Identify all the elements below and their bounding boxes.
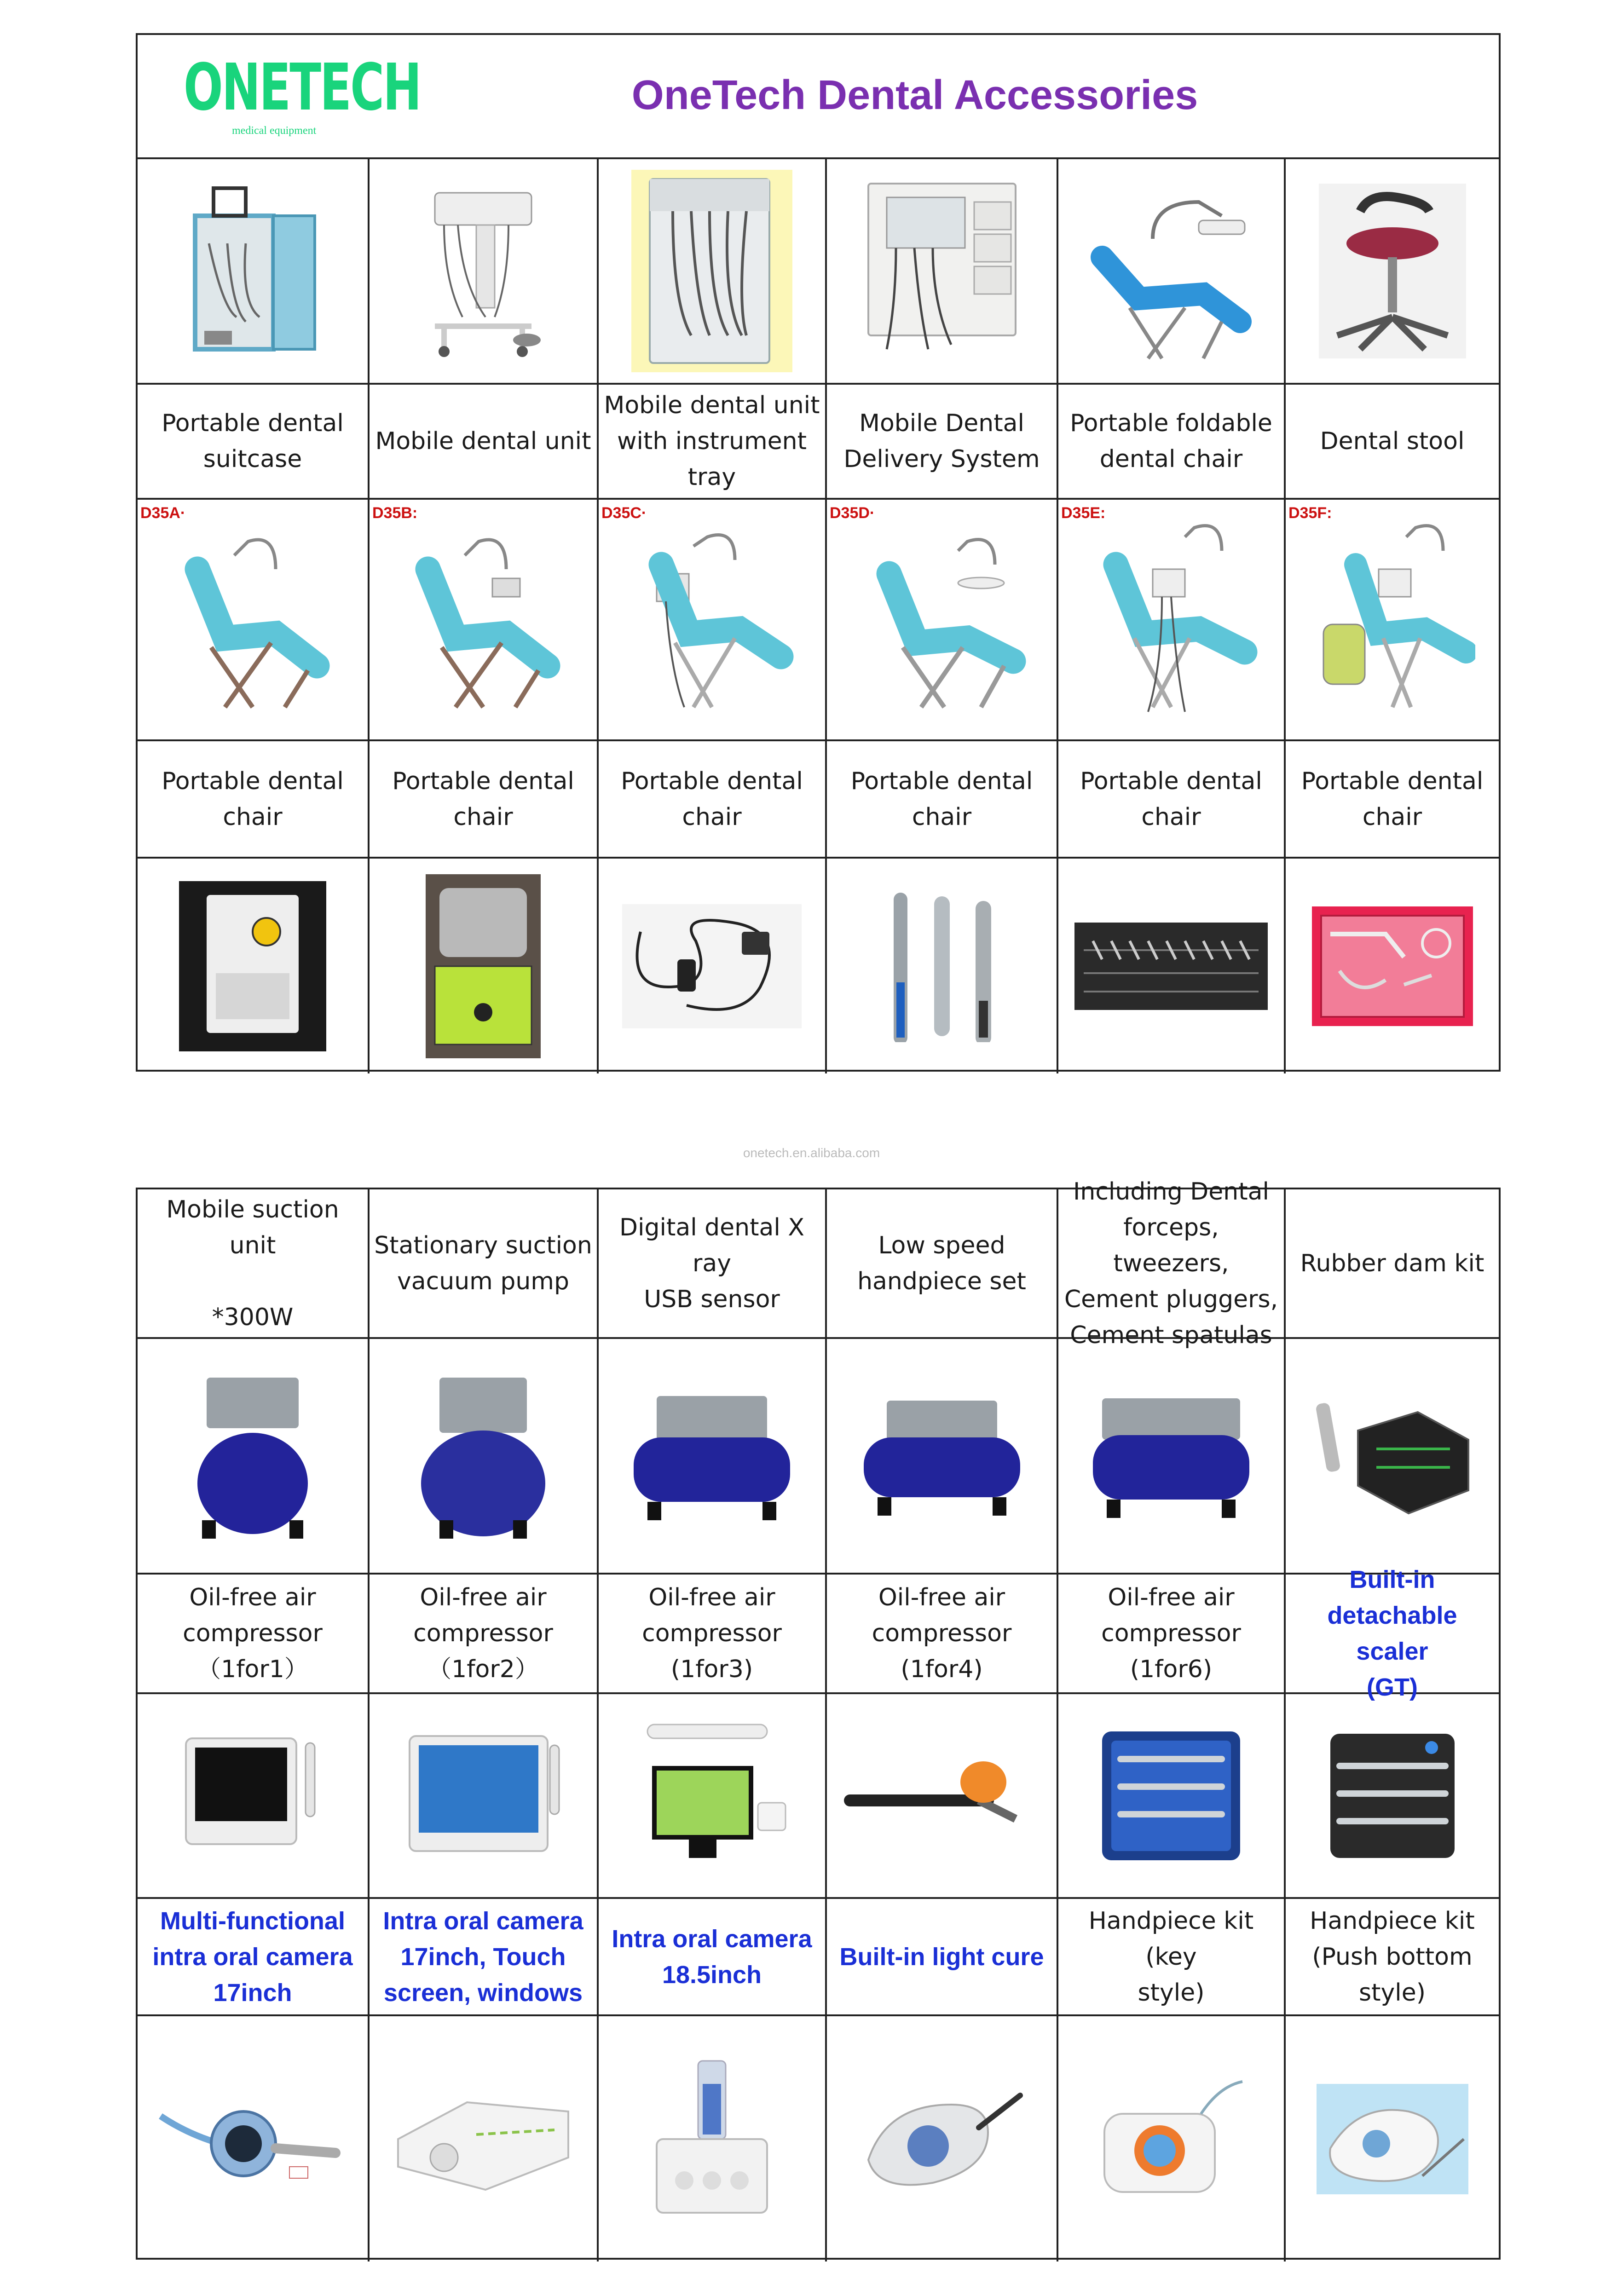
product-image-cell: [370, 159, 599, 383]
mobile-dental-unit-tray-photo: [631, 170, 792, 372]
portable-dental-chair-photo: [629, 519, 795, 721]
product-image-cell: [1286, 1694, 1499, 1897]
product-image-cell: [1058, 1694, 1286, 1897]
product-label: Mobile dental unit: [375, 427, 591, 455]
handpiece-kit-key-photo: [1097, 1727, 1245, 1865]
product-label: Portable dental chair: [1301, 767, 1484, 831]
product-label: Oil-free air compressor （1for2）: [413, 1584, 553, 1683]
product-label-cell: [1058, 1177, 1286, 1349]
product-label: Oil-free air compressor (1for4): [872, 1584, 1012, 1683]
portable-dental-chair-photo: [170, 523, 335, 716]
low-speed-handpiece-photo: [873, 890, 1011, 1042]
product-label-cell: [599, 1575, 827, 1692]
product-image-cell: [138, 859, 370, 1073]
light-cure-photo: [841, 1754, 1043, 1837]
chair-label-row: [138, 741, 1499, 859]
chair-image-cell: [827, 500, 1058, 739]
catalog-table-1: [136, 33, 1501, 1072]
product-label: Multi-functional intra oral camera 17inch: [152, 1907, 353, 2007]
product-image-cell: [1058, 859, 1286, 1073]
header-row: [138, 35, 1499, 159]
product-label-cell: [1286, 1189, 1499, 1337]
catalog-table-2: [136, 1177, 1501, 2260]
product-label: Intra oral camera 17inch, Touch screen, windows: [383, 1907, 583, 2007]
product-label-cell: [1058, 741, 1286, 857]
product-label: Mobile dental unit with instrument tray: [604, 392, 820, 491]
product-label-row: [138, 1177, 1499, 1349]
product-image-cell: [1286, 159, 1499, 383]
product-image-cell: [827, 2016, 1058, 2261]
product-label: Rubber dam kit: [1300, 1249, 1484, 1277]
product-label-cell: [1058, 385, 1286, 498]
product-label-cell: [827, 741, 1058, 857]
model-code: D35A·: [140, 504, 186, 522]
model-code: D35E:: [1061, 504, 1106, 522]
product-label: Portable dental chair: [392, 767, 574, 831]
scaler-unit-3-photo: [859, 2077, 1025, 2201]
mobile-suction-unit-photo: [179, 881, 326, 1051]
chair-image-row: [138, 500, 1499, 741]
product-image-cell: [138, 159, 370, 383]
product-label-row: [138, 1899, 1499, 2016]
product-label-cell: [599, 385, 827, 498]
chair-image-cell: [599, 500, 827, 739]
product-image-cell: [827, 859, 1058, 1073]
product-label-cell: [599, 741, 827, 857]
product-label-cell: [1286, 1899, 1499, 2014]
product-image-cell: [1286, 2016, 1499, 2261]
portable-foldable-chair-photo: [1084, 174, 1259, 368]
product-label-cell: [827, 1575, 1058, 1692]
portable-dental-chair-photo: [1084, 514, 1259, 726]
detachable-scaler-photo: [1312, 1394, 1473, 1518]
rubber-dam-kit-photo: [1312, 906, 1473, 1026]
product-image-cell: [1058, 159, 1286, 383]
product-label-cell: [1058, 1575, 1286, 1692]
portable-dental-chair-photo: [857, 523, 1027, 716]
product-label: Digital dental X ray USB sensor: [619, 1213, 804, 1313]
product-image-row: [138, 1339, 1499, 1575]
product-label-cell: [138, 1575, 370, 1692]
portable-dental-chair-photo: [1310, 514, 1475, 726]
product-label-cell: [138, 1189, 370, 1337]
product-label-cell: [827, 1189, 1058, 1337]
chair-image-cell: [138, 500, 370, 739]
product-label: Portable dental chair: [621, 767, 803, 831]
product-label: Built-in detachable scaler (GT): [1327, 1566, 1457, 1701]
compressor-1for2-photo: [416, 1368, 550, 1543]
product-label: Including Dental forceps, tweezers, Cement pluggers, Cement spatulas: [1064, 1177, 1278, 1349]
product-image-cell: [1286, 1339, 1499, 1573]
product-image-cell: [1058, 2016, 1286, 2261]
scaler-unit-2-photo: [647, 2056, 776, 2222]
product-label-cell: [138, 1899, 370, 2014]
dental-stool-photo: [1319, 184, 1466, 358]
intraoral-camera-touch-photo: [400, 1727, 566, 1865]
product-image-cell: [370, 1339, 599, 1573]
product-image-cell: [599, 159, 827, 383]
product-label: Portable dental chair: [850, 767, 1033, 831]
product-label-row: [138, 1566, 1499, 1701]
product-label: Stationary suction vacuum pump: [374, 1231, 592, 1295]
product-label-cell: [1058, 1899, 1286, 2014]
scaler-unit-4-photo: [1095, 2077, 1247, 2201]
product-image-cell: [370, 1694, 599, 1897]
air-polisher-photo: [151, 2088, 354, 2190]
chair-image-cell: [370, 500, 599, 739]
compressor-1for1-photo: [193, 1368, 312, 1543]
product-image-row: [138, 859, 1499, 1073]
product-label-cell: [370, 1189, 599, 1337]
dental-instruments-case-photo: [1074, 923, 1268, 1010]
portable-dental-suitcase-photo: [177, 179, 329, 363]
mobile-delivery-system-photo: [859, 174, 1025, 368]
compressor-1for6-photo: [1088, 1389, 1254, 1523]
watermark: onetech.en.alibaba.com: [743, 1146, 880, 1160]
product-label: Oil-free air compressor (1for6): [1101, 1584, 1241, 1683]
product-image-cell: [599, 2016, 827, 2261]
compressor-1for3-photo: [629, 1387, 795, 1525]
product-image-cell: [370, 2016, 599, 2261]
product-label-cell: [1286, 741, 1499, 857]
product-label: Portable dental chair: [162, 767, 344, 831]
scaler-unit-1-photo: [393, 2075, 573, 2204]
product-label-cell: [599, 1899, 827, 2014]
product-label-cell: [138, 741, 370, 857]
chair-image-cell: [1286, 500, 1499, 739]
product-label: Low speed handpiece set: [857, 1231, 1026, 1295]
product-label-cell: [1286, 1566, 1499, 1701]
model-code: D35B:: [372, 504, 418, 522]
logo-subtitle: medical equipment: [232, 125, 317, 137]
product-label: Built-in light cure: [839, 1943, 1044, 1971]
product-label-cell: [370, 1899, 599, 2014]
product-label-cell: [138, 385, 370, 498]
logo-text: ONETECH: [184, 50, 421, 125]
product-label: Handpiece kit (key style): [1088, 1907, 1254, 2007]
page-title: OneTech Dental Accessories: [631, 72, 1198, 118]
product-image-cell: [599, 859, 827, 1073]
product-label: Oil-free air compressor (1for3): [642, 1584, 782, 1683]
product-image-cell: [827, 1694, 1058, 1897]
product-image-row: [138, 2016, 1499, 2261]
product-label-cell: [1286, 385, 1499, 498]
product-image-cell: [1058, 1339, 1286, 1573]
product-image-cell: [370, 859, 599, 1073]
product-label: Intra oral camera 18.5inch: [612, 1925, 812, 1989]
stationary-suction-pump-photo: [426, 874, 541, 1058]
product-label: Mobile Dental Delivery System: [843, 410, 1040, 473]
product-label: Oil-free air compressor （1for1）: [183, 1584, 323, 1683]
product-image-cell: [827, 1339, 1058, 1573]
model-code: D35C·: [601, 504, 647, 522]
product-label-cell: [370, 1575, 599, 1692]
product-label-cell: [827, 385, 1058, 498]
mobile-dental-unit-photo: [416, 174, 550, 368]
xray-usb-sensor-photo: [622, 904, 802, 1028]
intraoral-camera-17-photo: [177, 1729, 329, 1863]
compressor-1for4-photo: [859, 1391, 1025, 1520]
product-label-cell: [370, 385, 599, 498]
scaler-unit-5-photo: [1317, 2084, 1468, 2194]
product-label-cell: [827, 1899, 1058, 2014]
product-image-cell: [1286, 859, 1499, 1073]
model-code: D35F:: [1288, 504, 1332, 522]
product-label: Dental stool: [1320, 427, 1465, 455]
handpiece-kit-push-photo: [1326, 1729, 1459, 1863]
product-image-cell: [599, 1339, 827, 1573]
portable-dental-chair-photo: [400, 523, 566, 716]
product-image-cell: [138, 2016, 370, 2261]
product-image-row: [138, 1694, 1499, 1899]
product-image-cell: [827, 159, 1058, 383]
product-label-cell: [599, 1189, 827, 1337]
product-label-row: [138, 385, 1499, 500]
product-image-row: [138, 159, 1499, 385]
product-image-cell: [599, 1694, 827, 1897]
product-image-cell: [138, 1694, 370, 1897]
product-image-cell: [138, 1339, 370, 1573]
chair-image-cell: [1058, 500, 1286, 739]
intraoral-camera-18-photo: [629, 1720, 795, 1872]
product-label: Portable foldable dental chair: [1070, 410, 1272, 473]
product-label: Handpiece kit (Push bottom style): [1310, 1907, 1475, 2007]
product-label: Portable dental suitcase: [162, 410, 344, 473]
product-label: Portable dental chair: [1080, 767, 1262, 831]
model-code: D35D·: [830, 504, 875, 522]
product-label: Mobile suction unit *300W: [166, 1195, 339, 1331]
product-label-cell: [370, 741, 599, 857]
